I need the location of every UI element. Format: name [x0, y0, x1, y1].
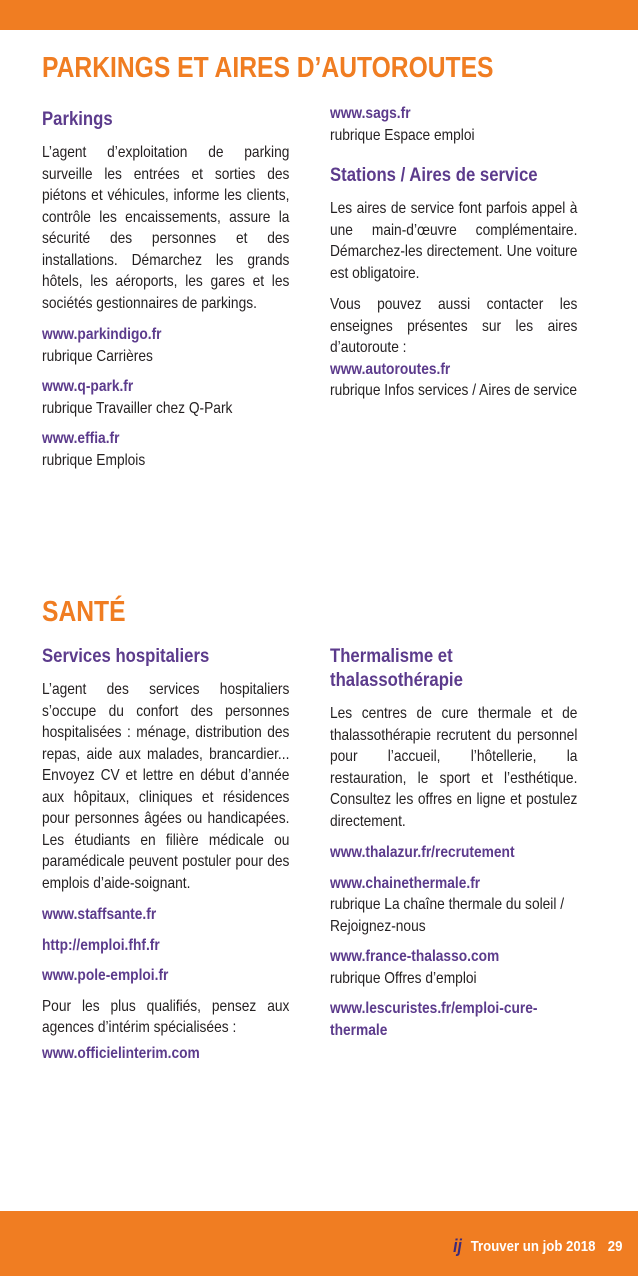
link-entry: [330, 103, 577, 146]
ij-logo: ij: [452, 1236, 462, 1256]
link-entry: [330, 946, 577, 989]
link-note: rubrique Espace emploi: [330, 126, 475, 144]
link-note: rubrique Emplois: [42, 451, 146, 469]
link-note: rubrique Infos services / Aires de service: [330, 382, 578, 399]
link-note: rubrique Carrières: [42, 347, 153, 365]
link-note: rubrique La chaîne thermale du soleil / Rejoignez-nous: [330, 896, 565, 935]
link-france-thalasso[interactable]: www.france-thalasso.com: [330, 948, 500, 965]
section-title-sante: SANTÉ: [42, 596, 126, 628]
link-entry: [330, 359, 577, 402]
top-orange-bar: [0, 0, 638, 30]
subtitle-thermalisme: Thermalisme et thalassothérapie: [330, 646, 463, 691]
thermalisme-text: Les centres de cure thermale et de thalassothérapie recrutent du personnel pour l’accueil, l’hôtellerie, la restauration, le sport et l’esthétique. Consultez les offres en ligne et postulez directement.: [330, 705, 578, 830]
hospital-text-2: Pour les plus qualifiés, pensez aux agences d’intérim spécialisées :: [42, 997, 290, 1036]
sante-left-column: [42, 645, 290, 1073]
subtitle-services-hospitaliers: Services hospitaliers: [42, 646, 210, 667]
link-entry: [330, 873, 577, 938]
link-sags[interactable]: www.sags.fr: [330, 105, 411, 122]
link-note: rubrique Offres d’emploi: [330, 969, 477, 987]
link-entry: [42, 428, 289, 471]
link-entry: [330, 998, 577, 1041]
subtitle-stations: Stations / Aires de service: [330, 165, 538, 186]
parkings-text: L’agent d’exploitation de parking surveille les entrées et sorties des piétons et véhicules, informe les clients, contrôle les encaissements, assure la sécurité des personnes et des installations. Démarchez les grands hôtels, les aéroports, les gares et les sociétés gestionnaires de parkings.: [42, 144, 290, 312]
link-entry: [42, 965, 289, 987]
link-effia[interactable]: www.effia.fr: [42, 430, 120, 447]
link-chainethermale[interactable]: www.chainethermale.fr: [330, 874, 481, 892]
hospital-text: L’agent des services hospitaliers s’occupe du confort des personnes hospitalisées : ménage, distribution des repas, aide aux malades, brancardier... Envoyez CV et lettre en début d’année aux hôpitaux, cliniques et résidences pour personnes âgées ou handicapées. Les étudiants en filière médicale ou paramédicale peuvent postuler pour des emplois d’aide-soignant.: [42, 681, 290, 892]
section-title-parkings: PARKINGS ET AIRES D’AUTOROUTES: [42, 52, 494, 84]
link-entry: [42, 376, 289, 419]
link-entry: [42, 1043, 289, 1065]
link-fhf[interactable]: http://emploi.fhf.fr: [42, 936, 160, 954]
page-footer: [453, 1236, 622, 1257]
link-parkindigo[interactable]: www.parkindigo.fr: [42, 326, 162, 343]
stations-text-2: Vous pouvez aussi contacter les enseignes présentes sur les aires d’autoroute :: [330, 296, 578, 356]
link-entry: [42, 935, 289, 957]
link-qpark[interactable]: www.q-park.fr: [42, 378, 134, 395]
parkings-right-column: [330, 103, 578, 411]
stations-text: Les aires de service font parfois appel à une main-d’œuvre complémentaire. Démarchez-les directement. Une voiture est obligatoire.: [330, 200, 578, 282]
link-entry: [330, 842, 577, 864]
link-staffsante[interactable]: www.staffsante.fr: [42, 906, 157, 923]
subtitle-parkings: Parkings: [42, 109, 113, 130]
link-note: rubrique Travailler chez Q-Park: [42, 399, 233, 417]
link-entry: [42, 324, 289, 367]
footer-label: Trouver un job 2018: [470, 1238, 595, 1255]
parkings-left-column: [42, 108, 290, 480]
link-thalazur[interactable]: www.thalazur.fr/recrutement: [330, 844, 515, 861]
sante-right-column: [330, 645, 578, 1050]
link-lescuristes[interactable]: www.lescuristes.fr/emploi-cure-thermale: [330, 1000, 538, 1039]
page-number: 29: [607, 1238, 622, 1255]
link-autoroutes[interactable]: www.autoroutes.fr: [330, 360, 451, 378]
link-pole-emploi[interactable]: www.pole-emploi.fr: [42, 967, 169, 984]
link-entry: [42, 904, 289, 926]
link-officielinterim[interactable]: www.officielinterim.com: [42, 1044, 200, 1062]
